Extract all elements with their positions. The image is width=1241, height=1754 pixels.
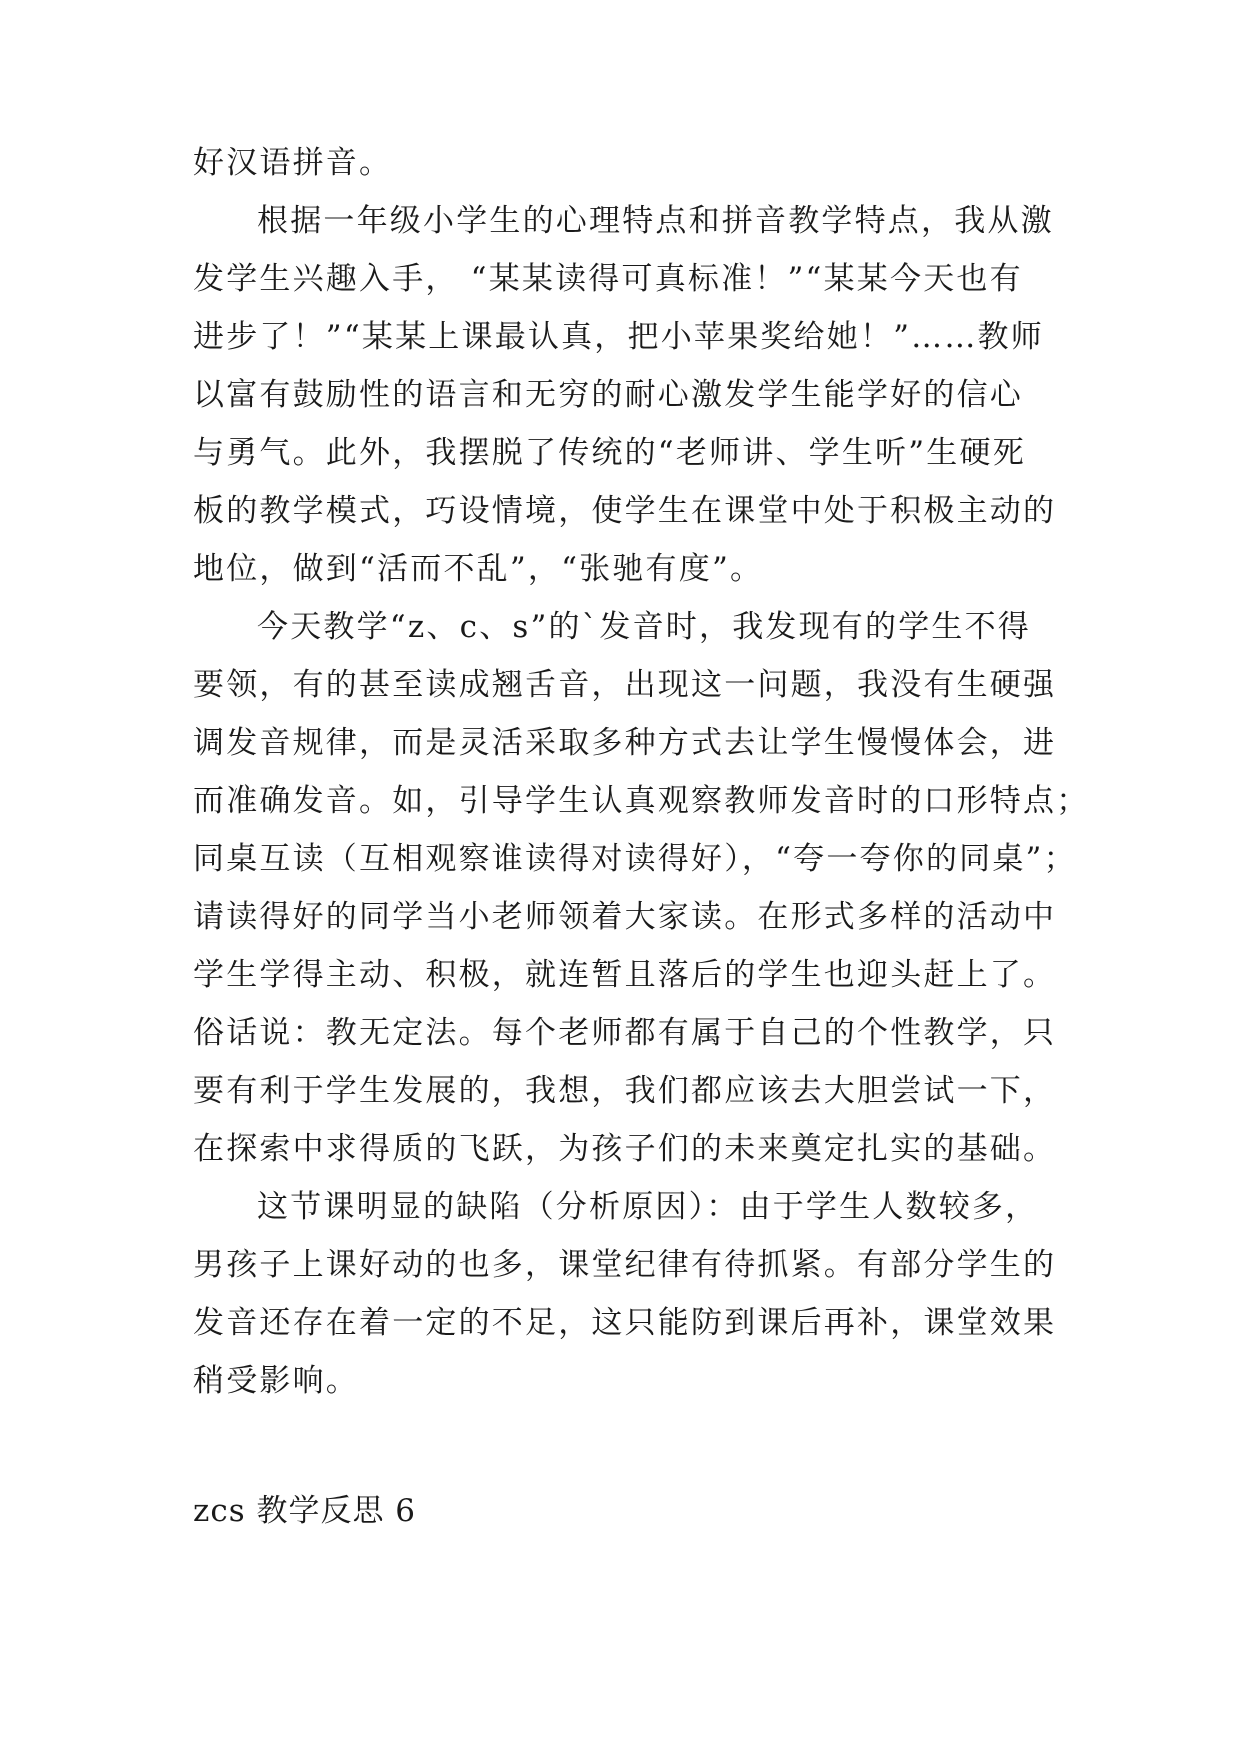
paragraph-line: 以富有鼓励性的语言和无穷的耐心激发学生能学好的信心 <box>193 377 1023 413</box>
paragraph-line: 同桌互读（互相观察谁读得对读得好），“夸一夸你的同桌”； <box>193 841 1077 877</box>
paragraph-line: 今天教学“z、c、s”的`发音时，我发现有的学生不得 <box>257 609 1031 645</box>
paragraph-line: 板的教学模式，巧设情境，使学生在课堂中处于积极主动的 <box>193 493 1057 529</box>
paragraph-line: 发学生兴趣入手， “某某读得可真标准！”“某某今天也有 <box>193 261 1023 297</box>
paragraph-line: 在探索中求得质的飞跃，为孩子们的未来奠定扎实的基础。 <box>193 1131 1057 1167</box>
section-heading: zcs 教学反思 6 <box>193 1493 417 1529</box>
paragraph-line: 进步了！”“某某上课最认真，把小苹果奖给她！”……教师 <box>193 319 1044 355</box>
paragraph-line: 而准确发音。如，引导学生认真观察教师发音时的口形特点； <box>193 783 1090 819</box>
paragraph-line: 要有利于学生发展的，我想，我们都应该去大胆尝试一下， <box>193 1073 1057 1109</box>
paragraph-line: 好汉语拼音。 <box>193 145 393 181</box>
paragraph-line: 地位，做到“活而不乱”，“张驰有度”。 <box>193 551 764 587</box>
paragraph-line: 调发音规律，而是灵活采取多种方式去让学生慢慢体会，进 <box>193 725 1057 761</box>
paragraph-line: 发音还存在着一定的不足，这只能防到课后再补，课堂效果 <box>193 1305 1057 1341</box>
paragraph-line: 要领，有的甚至读成翘舌音，出现这一问题，我没有生硬强 <box>193 667 1057 703</box>
paragraph-line: 根据一年级小学生的心理特点和拼音教学特点，我从激 <box>257 203 1054 239</box>
paragraph-line: 这节课明显的缺陷（分析原因）：由于学生人数较多， <box>257 1189 1039 1225</box>
paragraph-line: 男孩子上课好动的也多，课堂纪律有待抓紧。有部分学生的 <box>193 1247 1057 1283</box>
paragraph-line: 学生学得主动、积极，就连暂且落后的学生也迎头赶上了。 <box>193 957 1057 993</box>
paragraph-line: 与勇气。此外，我摆脱了传统的“老师讲、学生听”生硬死 <box>193 435 1026 471</box>
paragraph-line: 俗话说：教无定法。每个老师都有属于自己的个性教学，只 <box>193 1015 1057 1051</box>
paragraph-line: 请读得好的同学当小老师领着大家读。在形式多样的活动中 <box>193 899 1057 935</box>
paragraph-line: 稍受影响。 <box>193 1363 359 1399</box>
